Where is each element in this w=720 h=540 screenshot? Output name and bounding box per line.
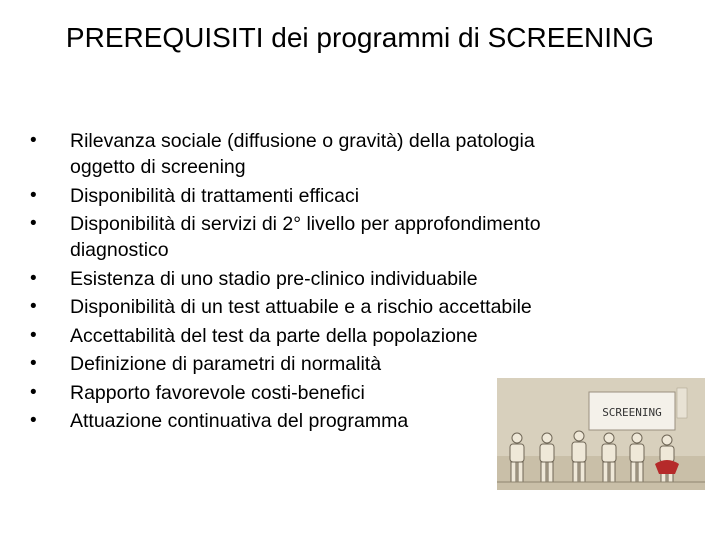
bullet-icon: • <box>30 353 37 374</box>
bullet-item <box>30 351 670 377</box>
bullet-item <box>30 128 670 180</box>
slide-title: PREREQUISITI dei programmi di SCREENING <box>65 22 655 53</box>
bullet-item <box>30 323 670 349</box>
bullet-text: Esistenza di uno stadio pre-clinico individuabile <box>70 267 478 290</box>
bullet-icon: • <box>30 296 37 317</box>
bullet-text: Rapporto favorevole costi-benefici <box>70 381 365 404</box>
bullet-text: Disponibilità di servizi di 2° livello per approfondimento <box>70 213 541 235</box>
sign-text: SCREENING <box>602 406 662 419</box>
bullet-icon: • <box>30 324 37 346</box>
bullet-icon: • <box>30 184 37 206</box>
bullet-icon: • <box>30 213 37 234</box>
bullet-icon: • <box>30 381 37 403</box>
bullet-icon: • <box>30 267 37 289</box>
bullet-icon: • <box>30 410 37 431</box>
bullet-text: Accettabilità del test da parte della popolazione <box>70 324 478 347</box>
bullet-text: Definizione di parametri di normalità <box>70 353 382 375</box>
bullet-item <box>30 266 670 292</box>
bullet-text: Rilevanza sociale (diffusione o gravità) della patologia <box>70 130 535 152</box>
people-waiting-screening-illustration-icon <box>497 378 705 490</box>
bullet-text: Disponibilità di un test attuabile e a rischio accettabile <box>70 296 532 318</box>
bullet-icon: • <box>30 130 37 151</box>
bullet-text-cont: diagnostico <box>70 239 169 261</box>
bullet-text: Disponibilità di trattamenti efficaci <box>70 184 360 207</box>
bullet-item <box>30 294 670 320</box>
bullet-text-cont: oggetto di screening <box>70 156 246 178</box>
screening-illustration <box>497 378 705 490</box>
bullet-item <box>30 211 670 263</box>
bullet-item <box>30 183 670 209</box>
bullet-text: Attuazione continuativa del programma <box>70 410 409 432</box>
